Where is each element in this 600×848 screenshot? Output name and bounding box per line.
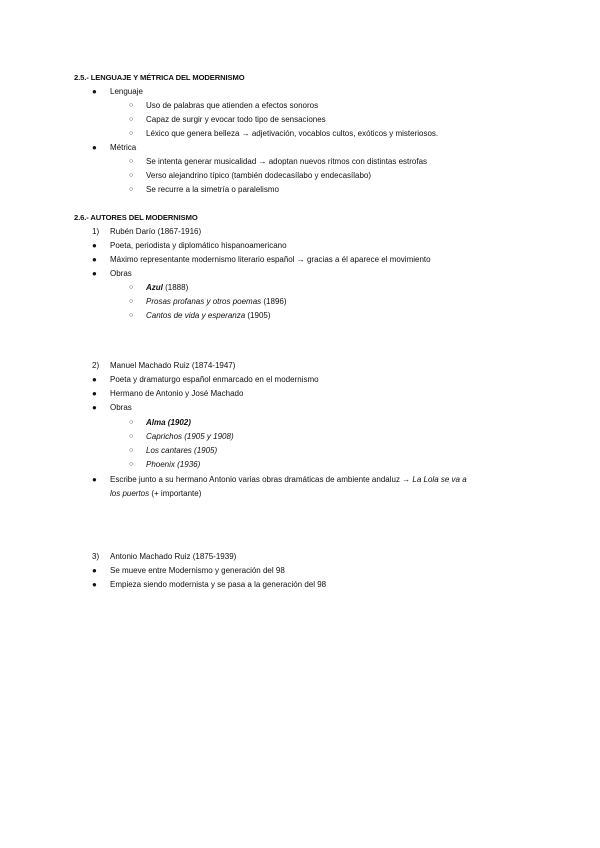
list-item: Poeta, periodista y diplomático hispanoamericano <box>110 241 287 250</box>
list-item-obras: Obras <box>110 269 132 278</box>
list-item: Máximo representante modernismo literario español → gracias a él aparece el movimiento <box>110 255 431 264</box>
work-title: Cantos de vida y esperanza <box>146 311 246 320</box>
note-line <box>110 489 201 499</box>
list-item: Se intenta generar musicalidad → adoptan nuevos ritmos con distintas estrofas <box>146 157 428 166</box>
note-text: Escribe junto a su hermano Antonio varias obras dramáticas de ambiente andaluz → <box>110 475 413 484</box>
bullet-icon: ● <box>92 87 97 96</box>
circle-bullet-icon: ○ <box>129 284 134 291</box>
list-item: Empieza siendo modernista y se pasa a la generación del 98 <box>110 580 327 589</box>
bullet-icon: ● <box>92 403 97 412</box>
list-item-metrica: Métrica <box>110 143 137 152</box>
work-item <box>146 297 287 307</box>
list-item: Uso de palabras que atienden a efectos sonoros <box>146 101 319 110</box>
work-title: los puertos <box>110 489 150 498</box>
author-name: Manuel Machado Ruiz (1874-1947) <box>110 361 236 370</box>
circle-bullet-icon: ○ <box>129 419 134 426</box>
section-heading-2-6: 2.6.- AUTORES DEL MODERNISMO <box>74 213 198 222</box>
work-year: (1888) <box>162 283 189 292</box>
bullet-icon: ● <box>92 566 97 575</box>
work-item: Alma (1902) <box>146 418 191 427</box>
bullet-icon: ● <box>92 389 97 398</box>
circle-bullet-icon: ○ <box>129 186 134 193</box>
work-item: Los cantares (1905) <box>146 446 218 455</box>
bullet-icon: ● <box>92 475 97 484</box>
circle-bullet-icon: ○ <box>129 298 134 305</box>
note-text: (+ importante) <box>149 489 202 498</box>
list-number: 2) <box>92 361 100 370</box>
circle-bullet-icon: ○ <box>129 447 134 454</box>
circle-bullet-icon: ○ <box>129 433 134 440</box>
work-title: La Lola se va a <box>412 475 467 484</box>
bullet-icon: ● <box>92 143 97 152</box>
circle-bullet-icon: ○ <box>129 102 134 109</box>
author-name: Antonio Machado Ruiz (1875-1939) <box>110 552 237 561</box>
list-item: Verso alejandrino típico (también dodecasílabo y endecasílabo) <box>146 171 372 180</box>
work-item <box>146 311 271 321</box>
work-item: Caprichos (1905 y 1908) <box>146 432 234 441</box>
list-item: Hermano de Antonio y José Machado <box>110 389 244 398</box>
work-item: Phoenix (1936) <box>146 460 201 469</box>
work-title: Prosas profanas y otros poemas <box>146 297 262 306</box>
bullet-icon: ● <box>92 375 97 384</box>
work-year: (1896) <box>261 297 287 306</box>
list-item: Léxico que genera belleza → adjetivación, vocablos cultos, exóticos y misteriosos. <box>146 129 439 138</box>
list-item: Poeta y dramaturgo español enmarcado en el modernismo <box>110 375 319 384</box>
section-heading-2-5: 2.5.- LENGUAJE Y MÉTRICA DEL MODERNISMO <box>74 73 245 82</box>
bullet-icon: ● <box>92 580 97 589</box>
list-number: 3) <box>92 552 100 561</box>
work-item <box>146 283 188 293</box>
bullet-icon: ● <box>92 241 97 250</box>
author-name: Rubén Darío (1867-1916) <box>110 227 202 236</box>
circle-bullet-icon: ○ <box>129 158 134 165</box>
list-item-obras: Obras <box>110 403 132 412</box>
list-number: 1) <box>92 227 100 236</box>
circle-bullet-icon: ○ <box>129 172 134 179</box>
circle-bullet-icon: ○ <box>129 461 134 468</box>
work-year: (1905) <box>245 311 271 320</box>
list-item: Capaz de surgir y evocar todo tipo de sensaciones <box>146 115 326 124</box>
circle-bullet-icon: ○ <box>129 312 134 319</box>
circle-bullet-icon: ○ <box>129 116 134 123</box>
note-line <box>110 475 467 485</box>
work-title: Azul <box>146 283 163 292</box>
bullet-icon: ● <box>92 269 97 278</box>
list-item: Se recurre a la simetría o paralelismo <box>146 185 279 194</box>
list-item-lenguaje: Lenguaje <box>110 87 143 96</box>
bullet-icon: ● <box>92 255 97 264</box>
circle-bullet-icon: ○ <box>129 130 134 137</box>
list-item: Se mueve entre Modernismo y generación del 98 <box>110 566 285 575</box>
